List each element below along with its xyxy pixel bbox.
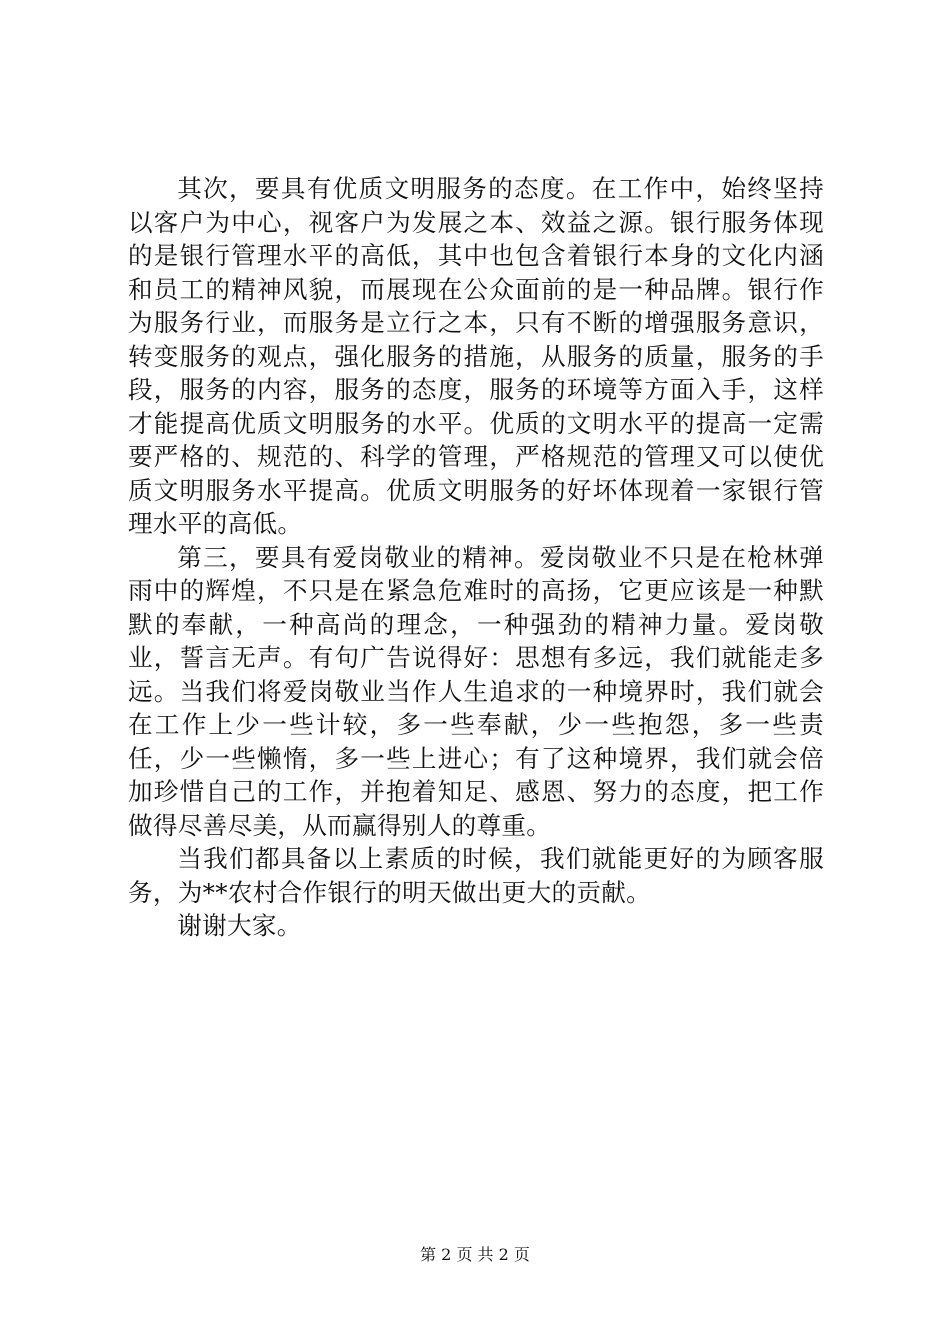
- page-number-footer: 第 2 页 共 2 页: [420, 1245, 530, 1264]
- paragraph-conclusion: 当我们都具备以上素质的时候，我们就能更好的为顾客服务，为**农村合作银行的明天做出更大的贡献。: [128, 844, 824, 907]
- document-body: [128, 172, 824, 943]
- paragraph-service-attitude: 其次，要具有优质文明服务的态度。在工作中，始终坚持以客户为中心，视客户为发展之本、效益之源。银行服务体现的是银行管理水平的高低，其中也包含着银行本身的文化内涵和员工的精神风貌，而展现在公众面前的是一种品牌。银行作为服务行业，而服务是立行之本，只有不断的增强服务意识，转变服务的观点，强化服务的措施，从服务的质量，服务的手段，服务的内容，服务的态度，服务的环境等方面入手，这样才能提高优质文明服务的水平。优质的文明水平的提高一定需要严格的、规范的、科学的管理，严格规范的管理又可以使优质文明服务水平提高。优质文明服务的好坏体现着一家银行管理水平的高低。: [128, 174, 824, 538]
- paragraph-thanks: 谢谢大家。: [177, 911, 302, 940]
- paragraph-dedication: 第三，要具有爱岗敬业的精神。爱岗敬业不只是在枪林弹雨中的辉煌，不只是在紧急危难时的高扬，它更应该是一种默默的奉献，一种高尚的理念，一种强劲的精神力量。爱岗敬业，誓言无声。有句广告说得好：思想有多远，我们就能走多远。当我们将爱岗敬业当作人生追求的一种境界时，我们就会在工作上少一些计较，多一些奉献，少一些抱怨，多一些责任，少一些懒惰，多一些上进心；有了这种境界，我们就会倍加珍惜自己的工作，并抱着知足、感恩、努力的态度，把工作做得尽善尽美，从而赢得别人的尊重。: [128, 542, 824, 840]
